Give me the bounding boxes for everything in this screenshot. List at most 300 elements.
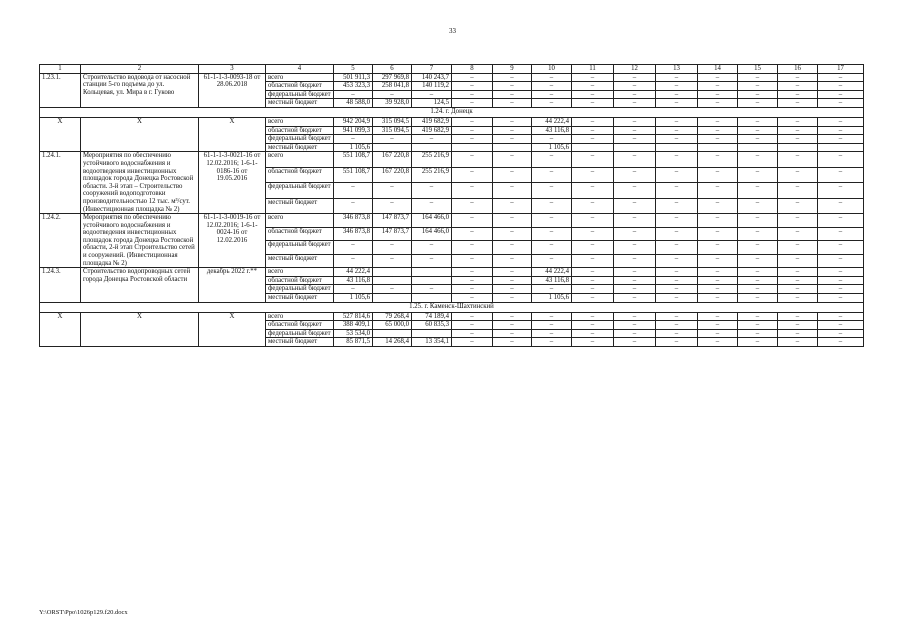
- value-cell: –: [818, 268, 864, 277]
- column-number-cell: 13: [656, 65, 698, 74]
- value-cell: [493, 143, 532, 152]
- funding-source-label: местный бюджет: [266, 99, 334, 108]
- value-cell: 1 105,6: [532, 294, 572, 303]
- value-cell: [778, 143, 818, 152]
- value-cell: –: [572, 167, 614, 182]
- value-cell: –: [656, 329, 698, 338]
- value-cell: –: [818, 312, 864, 321]
- table-row: [40, 268, 864, 277]
- value-cell: –: [493, 167, 532, 182]
- value-cell: 255 216,9: [412, 167, 452, 182]
- value-cell: –: [493, 268, 532, 277]
- value-cell: –: [572, 285, 614, 294]
- value-cell: –: [452, 338, 493, 347]
- value-cell: –: [452, 82, 493, 91]
- column-number-cell: 15: [738, 65, 778, 74]
- value-cell: 164 466,0: [412, 214, 452, 228]
- value-cell: –: [738, 312, 778, 321]
- value-cell: –: [818, 227, 864, 241]
- value-cell: –: [738, 321, 778, 330]
- value-cell: 419 682,9: [412, 117, 452, 126]
- item-number: 1.24.3.: [40, 268, 81, 302]
- value-cell: –: [656, 214, 698, 228]
- value-cell: 44 222,4: [532, 268, 572, 277]
- value-cell: –: [778, 268, 818, 277]
- value-cell: –: [572, 126, 614, 135]
- value-cell: –: [614, 183, 656, 198]
- item-document: 61-1-1-3-0021-16 от 12.02.2016; 1-6-1-0186-16 от 19.05.2016: [199, 152, 266, 214]
- value-cell: –: [572, 241, 614, 255]
- value-cell: 39 928,0: [373, 99, 412, 108]
- value-cell: –: [532, 285, 572, 294]
- value-cell: –: [572, 73, 614, 82]
- table-row: [40, 73, 864, 82]
- value-cell: –: [532, 73, 572, 82]
- value-cell: –: [452, 276, 493, 285]
- value-cell: –: [738, 285, 778, 294]
- column-number-cell: 4: [266, 65, 334, 74]
- value-cell: –: [656, 312, 698, 321]
- funding-source-label: всего: [266, 73, 334, 82]
- column-number-row: [40, 65, 864, 74]
- value-cell: –: [493, 73, 532, 82]
- item-document: Х: [199, 312, 266, 346]
- value-cell: –: [698, 312, 738, 321]
- table-row: [40, 214, 864, 228]
- table-row: [40, 312, 864, 321]
- value-cell: –: [778, 135, 818, 144]
- value-cell: –: [738, 135, 778, 144]
- value-cell: 388 409,1: [334, 321, 373, 330]
- value-cell: –: [656, 82, 698, 91]
- value-cell: –: [698, 198, 738, 213]
- item-document: Х: [199, 117, 266, 151]
- item-name: Х: [81, 117, 199, 151]
- value-cell: –: [698, 117, 738, 126]
- value-cell: 65 000,0: [373, 321, 412, 330]
- value-cell: –: [532, 167, 572, 182]
- value-cell: –: [493, 214, 532, 228]
- value-cell: –: [452, 321, 493, 330]
- value-cell: –: [493, 82, 532, 91]
- funding-source-label: областной бюджет: [266, 82, 334, 91]
- value-cell: –: [373, 90, 412, 99]
- value-cell: 258 041,8: [373, 82, 412, 91]
- value-cell: [373, 143, 412, 152]
- value-cell: –: [493, 294, 532, 303]
- value-cell: –: [493, 183, 532, 198]
- value-cell: –: [818, 90, 864, 99]
- funding-source-label: федеральный бюджет: [266, 90, 334, 99]
- value-cell: –: [334, 285, 373, 294]
- value-cell: 53 534,0: [334, 329, 373, 338]
- value-cell: –: [738, 214, 778, 228]
- value-cell: –: [614, 268, 656, 277]
- item-number: 1.24.2.: [40, 214, 81, 268]
- value-cell: –: [778, 254, 818, 268]
- value-cell: –: [698, 338, 738, 347]
- value-cell: –: [778, 167, 818, 182]
- funding-source-label: всего: [266, 312, 334, 321]
- value-cell: –: [656, 276, 698, 285]
- value-cell: 346 873,8: [334, 227, 373, 241]
- value-cell: –: [452, 268, 493, 277]
- value-cell: [373, 329, 412, 338]
- value-cell: –: [412, 183, 452, 198]
- value-cell: –: [532, 152, 572, 167]
- item-name: Х: [81, 312, 199, 346]
- item-name: Мероприятия по обеспечению устойчивого водоснабжения и водоотведения инвестиционных площадок города Донецка Ростовской области, 2-й этап Строительство сетей и сооружений. (Инвестиционная площадка № 2): [81, 214, 199, 268]
- value-cell: –: [334, 241, 373, 255]
- value-cell: –: [738, 268, 778, 277]
- value-cell: –: [698, 90, 738, 99]
- value-cell: –: [818, 241, 864, 255]
- value-cell: –: [614, 214, 656, 228]
- value-cell: 942 204,9: [334, 117, 373, 126]
- value-cell: –: [698, 268, 738, 277]
- value-cell: –: [738, 117, 778, 126]
- value-cell: –: [452, 329, 493, 338]
- section-row: [40, 302, 864, 312]
- column-number-cell: 10: [532, 65, 572, 74]
- value-cell: –: [493, 285, 532, 294]
- value-cell: –: [818, 294, 864, 303]
- value-cell: –: [738, 329, 778, 338]
- value-cell: 85 871,5: [334, 338, 373, 347]
- value-cell: [412, 294, 452, 303]
- value-cell: –: [452, 241, 493, 255]
- value-cell: –: [373, 183, 412, 198]
- value-cell: –: [532, 227, 572, 241]
- item-name: Строительство водопроводных сетей города Донецка Ростовской области: [81, 268, 199, 302]
- item-document: 61-1-1-3-0093-18 от 28.06.2018: [199, 73, 266, 107]
- value-cell: 14 268,4: [373, 338, 412, 347]
- value-cell: 551 108,7: [334, 152, 373, 167]
- value-cell: –: [614, 294, 656, 303]
- value-cell: –: [373, 198, 412, 213]
- value-cell: [656, 143, 698, 152]
- value-cell: –: [572, 152, 614, 167]
- value-cell: –: [656, 198, 698, 213]
- value-cell: 44 222,4: [334, 268, 373, 277]
- value-cell: –: [818, 254, 864, 268]
- value-cell: –: [452, 152, 493, 167]
- column-number-cell: 1: [40, 65, 81, 74]
- value-cell: –: [572, 90, 614, 99]
- value-cell: [614, 143, 656, 152]
- value-cell: –: [334, 135, 373, 144]
- value-cell: –: [738, 73, 778, 82]
- value-cell: –: [778, 126, 818, 135]
- value-cell: –: [738, 227, 778, 241]
- value-cell: –: [572, 312, 614, 321]
- value-cell: –: [614, 338, 656, 347]
- funding-source-label: федеральный бюджет: [266, 285, 334, 294]
- value-cell: 164 466,0: [412, 227, 452, 241]
- value-cell: –: [818, 214, 864, 228]
- value-cell: –: [656, 126, 698, 135]
- value-cell: [698, 143, 738, 152]
- value-cell: [572, 143, 614, 152]
- value-cell: 48 588,0: [334, 99, 373, 108]
- value-cell: 501 911,3: [334, 73, 373, 82]
- value-cell: –: [614, 117, 656, 126]
- value-cell: –: [493, 254, 532, 268]
- funding-source-label: областной бюджет: [266, 276, 334, 285]
- value-cell: –: [738, 198, 778, 213]
- budget-table: [39, 64, 864, 347]
- value-cell: –: [493, 312, 532, 321]
- value-cell: –: [614, 312, 656, 321]
- value-cell: –: [698, 167, 738, 182]
- value-cell: –: [493, 152, 532, 167]
- value-cell: –: [452, 227, 493, 241]
- value-cell: –: [532, 135, 572, 144]
- funding-source-label: всего: [266, 152, 334, 167]
- value-cell: 74 189,4: [412, 312, 452, 321]
- value-cell: –: [532, 82, 572, 91]
- value-cell: –: [778, 285, 818, 294]
- value-cell: –: [656, 254, 698, 268]
- value-cell: –: [412, 285, 452, 294]
- value-cell: –: [738, 338, 778, 347]
- value-cell: –: [493, 329, 532, 338]
- value-cell: [373, 276, 412, 285]
- value-cell: –: [818, 321, 864, 330]
- value-cell: –: [532, 312, 572, 321]
- value-cell: –: [656, 321, 698, 330]
- value-cell: –: [614, 254, 656, 268]
- column-number-cell: 5: [334, 65, 373, 74]
- value-cell: –: [532, 198, 572, 213]
- value-cell: 79 268,4: [373, 312, 412, 321]
- value-cell: –: [572, 338, 614, 347]
- funding-source-label: областной бюджет: [266, 321, 334, 330]
- value-cell: –: [493, 126, 532, 135]
- value-cell: –: [493, 117, 532, 126]
- value-cell: 551 108,7: [334, 167, 373, 182]
- value-cell: –: [818, 198, 864, 213]
- item-name: Мероприятия по обеспечению устойчивого водоснабжения и водоотведения инвестиционных площадок города Донецка Ростовской области. 3-й этап – Строительство сооружений водоподготовки производительностью 12 тыс. м³/сут. (Инвестиционная площадка № 2): [81, 152, 199, 214]
- value-cell: –: [698, 126, 738, 135]
- value-cell: –: [778, 338, 818, 347]
- value-cell: –: [698, 135, 738, 144]
- value-cell: –: [778, 82, 818, 91]
- value-cell: –: [818, 329, 864, 338]
- value-cell: –: [412, 254, 452, 268]
- value-cell: –: [738, 99, 778, 108]
- funding-source-label: всего: [266, 117, 334, 126]
- value-cell: –: [373, 241, 412, 255]
- value-cell: –: [778, 276, 818, 285]
- value-cell: –: [698, 321, 738, 330]
- value-cell: –: [818, 285, 864, 294]
- value-cell: –: [452, 198, 493, 213]
- value-cell: –: [778, 183, 818, 198]
- value-cell: –: [572, 99, 614, 108]
- column-number-cell: 6: [373, 65, 412, 74]
- value-cell: –: [778, 152, 818, 167]
- value-cell: –: [373, 254, 412, 268]
- value-cell: –: [778, 329, 818, 338]
- value-cell: –: [818, 135, 864, 144]
- value-cell: –: [334, 90, 373, 99]
- value-cell: –: [656, 73, 698, 82]
- value-cell: –: [778, 227, 818, 241]
- value-cell: 140 243,7: [412, 73, 452, 82]
- value-cell: –: [778, 312, 818, 321]
- value-cell: –: [334, 254, 373, 268]
- value-cell: –: [778, 241, 818, 255]
- funding-source-label: всего: [266, 268, 334, 277]
- value-cell: –: [698, 329, 738, 338]
- value-cell: [452, 143, 493, 152]
- value-cell: –: [818, 117, 864, 126]
- value-cell: [373, 268, 412, 277]
- value-cell: –: [572, 254, 614, 268]
- value-cell: –: [572, 214, 614, 228]
- value-cell: –: [818, 167, 864, 182]
- value-cell: –: [572, 198, 614, 213]
- funding-source-label: федеральный бюджет: [266, 329, 334, 338]
- value-cell: –: [738, 90, 778, 99]
- value-cell: –: [572, 135, 614, 144]
- value-cell: –: [614, 198, 656, 213]
- value-cell: –: [698, 241, 738, 255]
- value-cell: 140 119,2: [412, 82, 452, 91]
- value-cell: –: [656, 135, 698, 144]
- value-cell: –: [614, 285, 656, 294]
- funding-source-label: всего: [266, 214, 334, 228]
- value-cell: 255 216,9: [412, 152, 452, 167]
- funding-source-label: федеральный бюджет: [266, 241, 334, 255]
- value-cell: 315 094,5: [373, 126, 412, 135]
- value-cell: 147 873,7: [373, 214, 412, 228]
- column-number-cell: 3: [199, 65, 266, 74]
- value-cell: –: [412, 241, 452, 255]
- funding-source-label: местный бюджет: [266, 254, 334, 268]
- value-cell: –: [738, 82, 778, 91]
- value-cell: –: [656, 227, 698, 241]
- value-cell: –: [778, 214, 818, 228]
- value-cell: –: [532, 99, 572, 108]
- table-row: [40, 152, 864, 167]
- value-cell: –: [698, 73, 738, 82]
- value-cell: –: [493, 198, 532, 213]
- funding-source-label: областной бюджет: [266, 126, 334, 135]
- page-number: 33: [449, 27, 456, 35]
- value-cell: [412, 329, 452, 338]
- value-cell: –: [614, 90, 656, 99]
- column-number-cell: 11: [572, 65, 614, 74]
- value-cell: –: [452, 312, 493, 321]
- value-cell: –: [412, 90, 452, 99]
- value-cell: –: [452, 99, 493, 108]
- value-cell: –: [778, 294, 818, 303]
- value-cell: –: [532, 338, 572, 347]
- value-cell: –: [532, 183, 572, 198]
- value-cell: –: [412, 135, 452, 144]
- value-cell: –: [818, 276, 864, 285]
- value-cell: 44 222,4: [532, 117, 572, 126]
- value-cell: –: [656, 117, 698, 126]
- section-title: 1.24. г. Донецк: [40, 107, 864, 117]
- value-cell: –: [656, 183, 698, 198]
- value-cell: [412, 268, 452, 277]
- value-cell: –: [818, 82, 864, 91]
- value-cell: [412, 143, 452, 152]
- value-cell: [412, 276, 452, 285]
- value-cell: –: [614, 241, 656, 255]
- value-cell: –: [572, 329, 614, 338]
- value-cell: –: [738, 241, 778, 255]
- value-cell: –: [778, 117, 818, 126]
- value-cell: –: [778, 321, 818, 330]
- value-cell: –: [493, 338, 532, 347]
- value-cell: –: [656, 268, 698, 277]
- value-cell: –: [532, 321, 572, 330]
- value-cell: –: [698, 82, 738, 91]
- value-cell: –: [656, 90, 698, 99]
- value-cell: 43 116,8: [334, 276, 373, 285]
- item-number: Х: [40, 117, 81, 151]
- value-cell: –: [493, 135, 532, 144]
- value-cell: 1 105,6: [334, 143, 373, 152]
- value-cell: 527 814,6: [334, 312, 373, 321]
- value-cell: –: [532, 254, 572, 268]
- value-cell: 13 354,1: [412, 338, 452, 347]
- value-cell: –: [656, 152, 698, 167]
- value-cell: –: [614, 167, 656, 182]
- value-cell: –: [572, 117, 614, 126]
- section-title: 1.25. г. Каменск-Шахтинский: [40, 302, 864, 312]
- value-cell: –: [572, 276, 614, 285]
- value-cell: –: [452, 167, 493, 182]
- value-cell: 167 220,8: [373, 152, 412, 167]
- value-cell: –: [698, 254, 738, 268]
- value-cell: [738, 143, 778, 152]
- value-cell: –: [778, 198, 818, 213]
- value-cell: –: [818, 99, 864, 108]
- value-cell: –: [572, 183, 614, 198]
- funding-source-label: областной бюджет: [266, 167, 334, 182]
- value-cell: 124,5: [412, 99, 452, 108]
- value-cell: –: [738, 254, 778, 268]
- value-cell: –: [532, 329, 572, 338]
- column-number-cell: 17: [818, 65, 864, 74]
- value-cell: –: [698, 214, 738, 228]
- value-cell: –: [656, 285, 698, 294]
- table-row: [40, 117, 864, 126]
- value-cell: –: [614, 276, 656, 285]
- value-cell: –: [698, 285, 738, 294]
- value-cell: –: [452, 117, 493, 126]
- value-cell: 315 094,5: [373, 117, 412, 126]
- value-cell: –: [738, 183, 778, 198]
- value-cell: 941 099,3: [334, 126, 373, 135]
- value-cell: –: [614, 321, 656, 330]
- value-cell: –: [572, 82, 614, 91]
- value-cell: –: [493, 227, 532, 241]
- value-cell: –: [572, 268, 614, 277]
- value-cell: –: [373, 135, 412, 144]
- file-path-footer: Y:\ORST\Ppo\1026p129.f20.docx: [39, 609, 128, 616]
- value-cell: 147 873,7: [373, 227, 412, 241]
- value-cell: –: [452, 126, 493, 135]
- value-cell: –: [452, 73, 493, 82]
- funding-source-label: местный бюджет: [266, 143, 334, 152]
- item-number: Х: [40, 312, 81, 346]
